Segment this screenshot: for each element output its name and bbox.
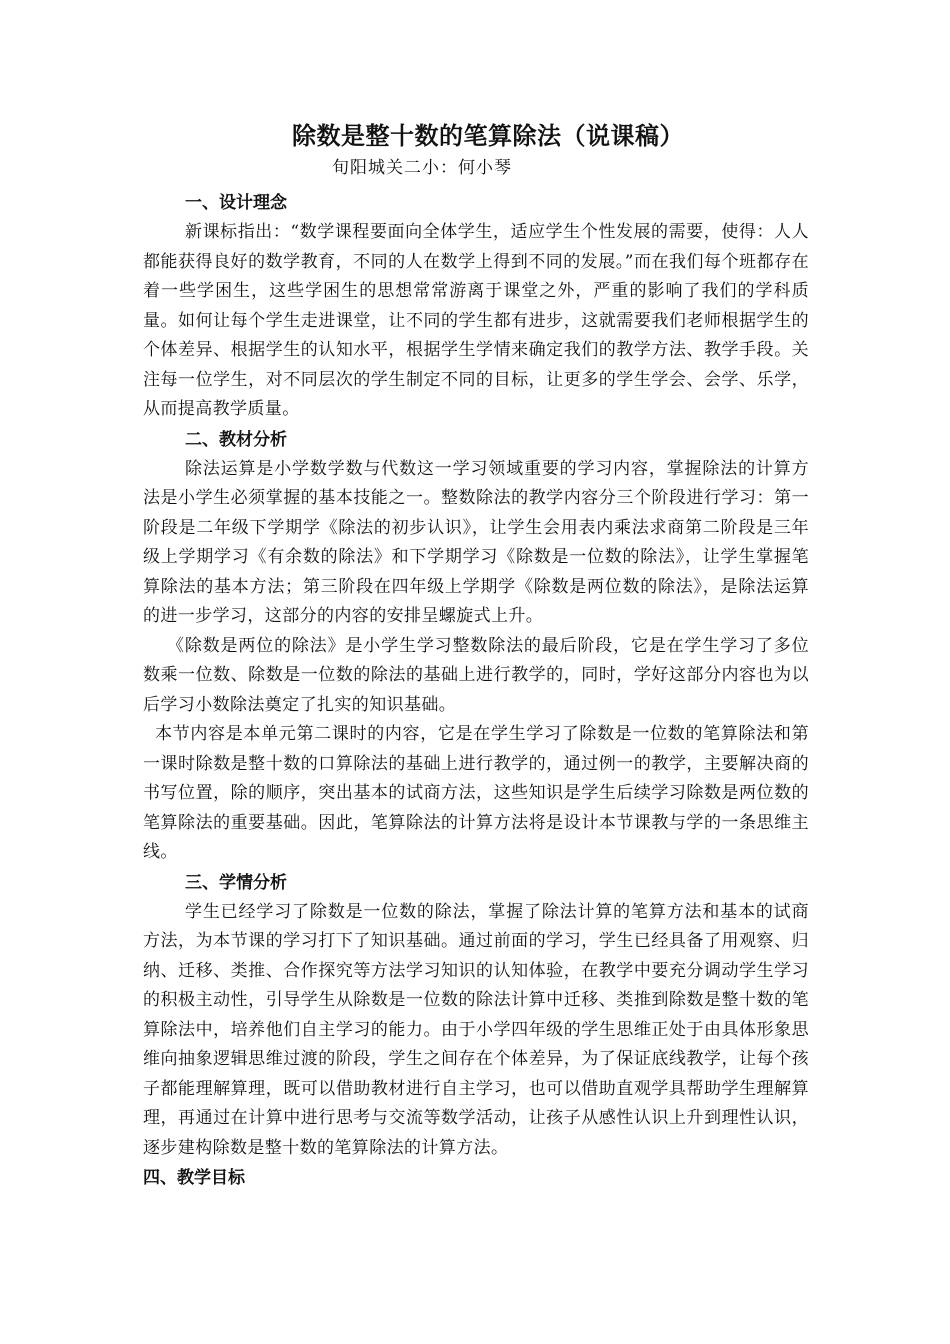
section-heading: 四、教学目标: [143, 1168, 245, 1188]
document-author: 旬阳城关二小：何小琴: [332, 158, 512, 178]
section-design-concept: [143, 188, 809, 425]
section-heading: 二、教材分析: [185, 429, 287, 450]
paragraph: 《除数是两位的除法》是小学生学习整数除法的最后阶段，它是在学生学习了多位数乘一位数、除数是一位数的除法的基础上进行教学的，同时，学好这部分内容也为以后学习小数除法奠定了扎实的知识基础。: [143, 635, 809, 715]
section-teaching-goals: [143, 1163, 809, 1193]
section-heading: 三、学情分析: [185, 872, 287, 893]
section-heading: 一、设计理念: [185, 193, 287, 213]
paragraph: 除法运算是小学数学数与代数这一学习领域重要的学习内容，掌握除法的计算方法是小学生必须掌握的基本技能之一。整数除法的教学内容分三个阶段进行学习：第一阶段是二年级下学期学《除法的初步认识》，让学生会用表内乘法求商第二阶段是三年级上学期学习《有余数的除法》和下学期学习《除数是一位数的除法》，让学生掌握笔算除法的基本方法；第三阶段在四年级上学期学《除数是两位数的除法》，是除法运算的进一步学习，这部分的内容的安排呈螺旋式上升。: [143, 458, 809, 626]
document-title: 除数是整十数的笔算除法（说课稿）: [292, 122, 684, 150]
section-textbook-analysis: [143, 425, 809, 868]
paragraph: 本节内容是本单元第二课时的内容，它是在学生学习了除数是一位数的笔算除法和第一课时除数是整十数的口算除法的基础上进行教学的，通过例一的教学，主要解决商的书写位置，除的顺序，突出基本的试商方法，这些知识是学生后续学习除数是两位数的笔算除法的重要基础。因此，笔算除法的计算方法将是设计本节课教与学的一条思维主线。: [143, 724, 809, 862]
paragraph: 学生已经学习了除数是一位数的除法，掌握了除法计算的笔算方法和基本的试商方法，为本节课的学习打下了知识基础。通过前面的学习，学生已经具备了用观察、归纳、迁移、类推、合作探究等方法学习知识的认知体验，在教学中要充分调动学生学习的积极主动性，引导学生从除数是一位数的除法计算中迁移、类推到除数是整十数的笔算除法中，培养他们自主学习的能力。由于小学四年级的学生思维正处于由具体形象思维向抽象逻辑思维过渡的阶段，学生之间存在个体差异，为了保证底线教学，让每个孩子都能理解算理，既可以借助教材进行自主学习，也可以借助直观学具帮助学生理解算理，再通过在计算中进行思考与交流等数学活动，让孩子从感性认识上升到理性认识，逐步建构除数是整十数的笔算除法的计算方法。: [143, 901, 809, 1158]
paragraph: 新课标指出：“数学课程要面向全体学生，适应学生个性发展的需要，使得：人人都能获得良好的数学教育，不同的人在数学上得到不同的发展。”而在我们每个班都存在着一些学困生，这些学困生的思想常常游离于课堂之外，严重的影响了我们的学科质量。如何让每个学生走进课堂，让不同的学生都有进步，这就需要我们老师根据学生的个体差异、根据学生的认知水平，根据学生学情来确定我们的教学方法、教学手段。关注每一位学生，对不同层次的学生制定不同的目标，让更多的学生学会、会学、乐学，从而提高教学质量。: [143, 222, 809, 419]
section-learner-analysis: [143, 868, 809, 1164]
document-page: [143, 118, 809, 1193]
